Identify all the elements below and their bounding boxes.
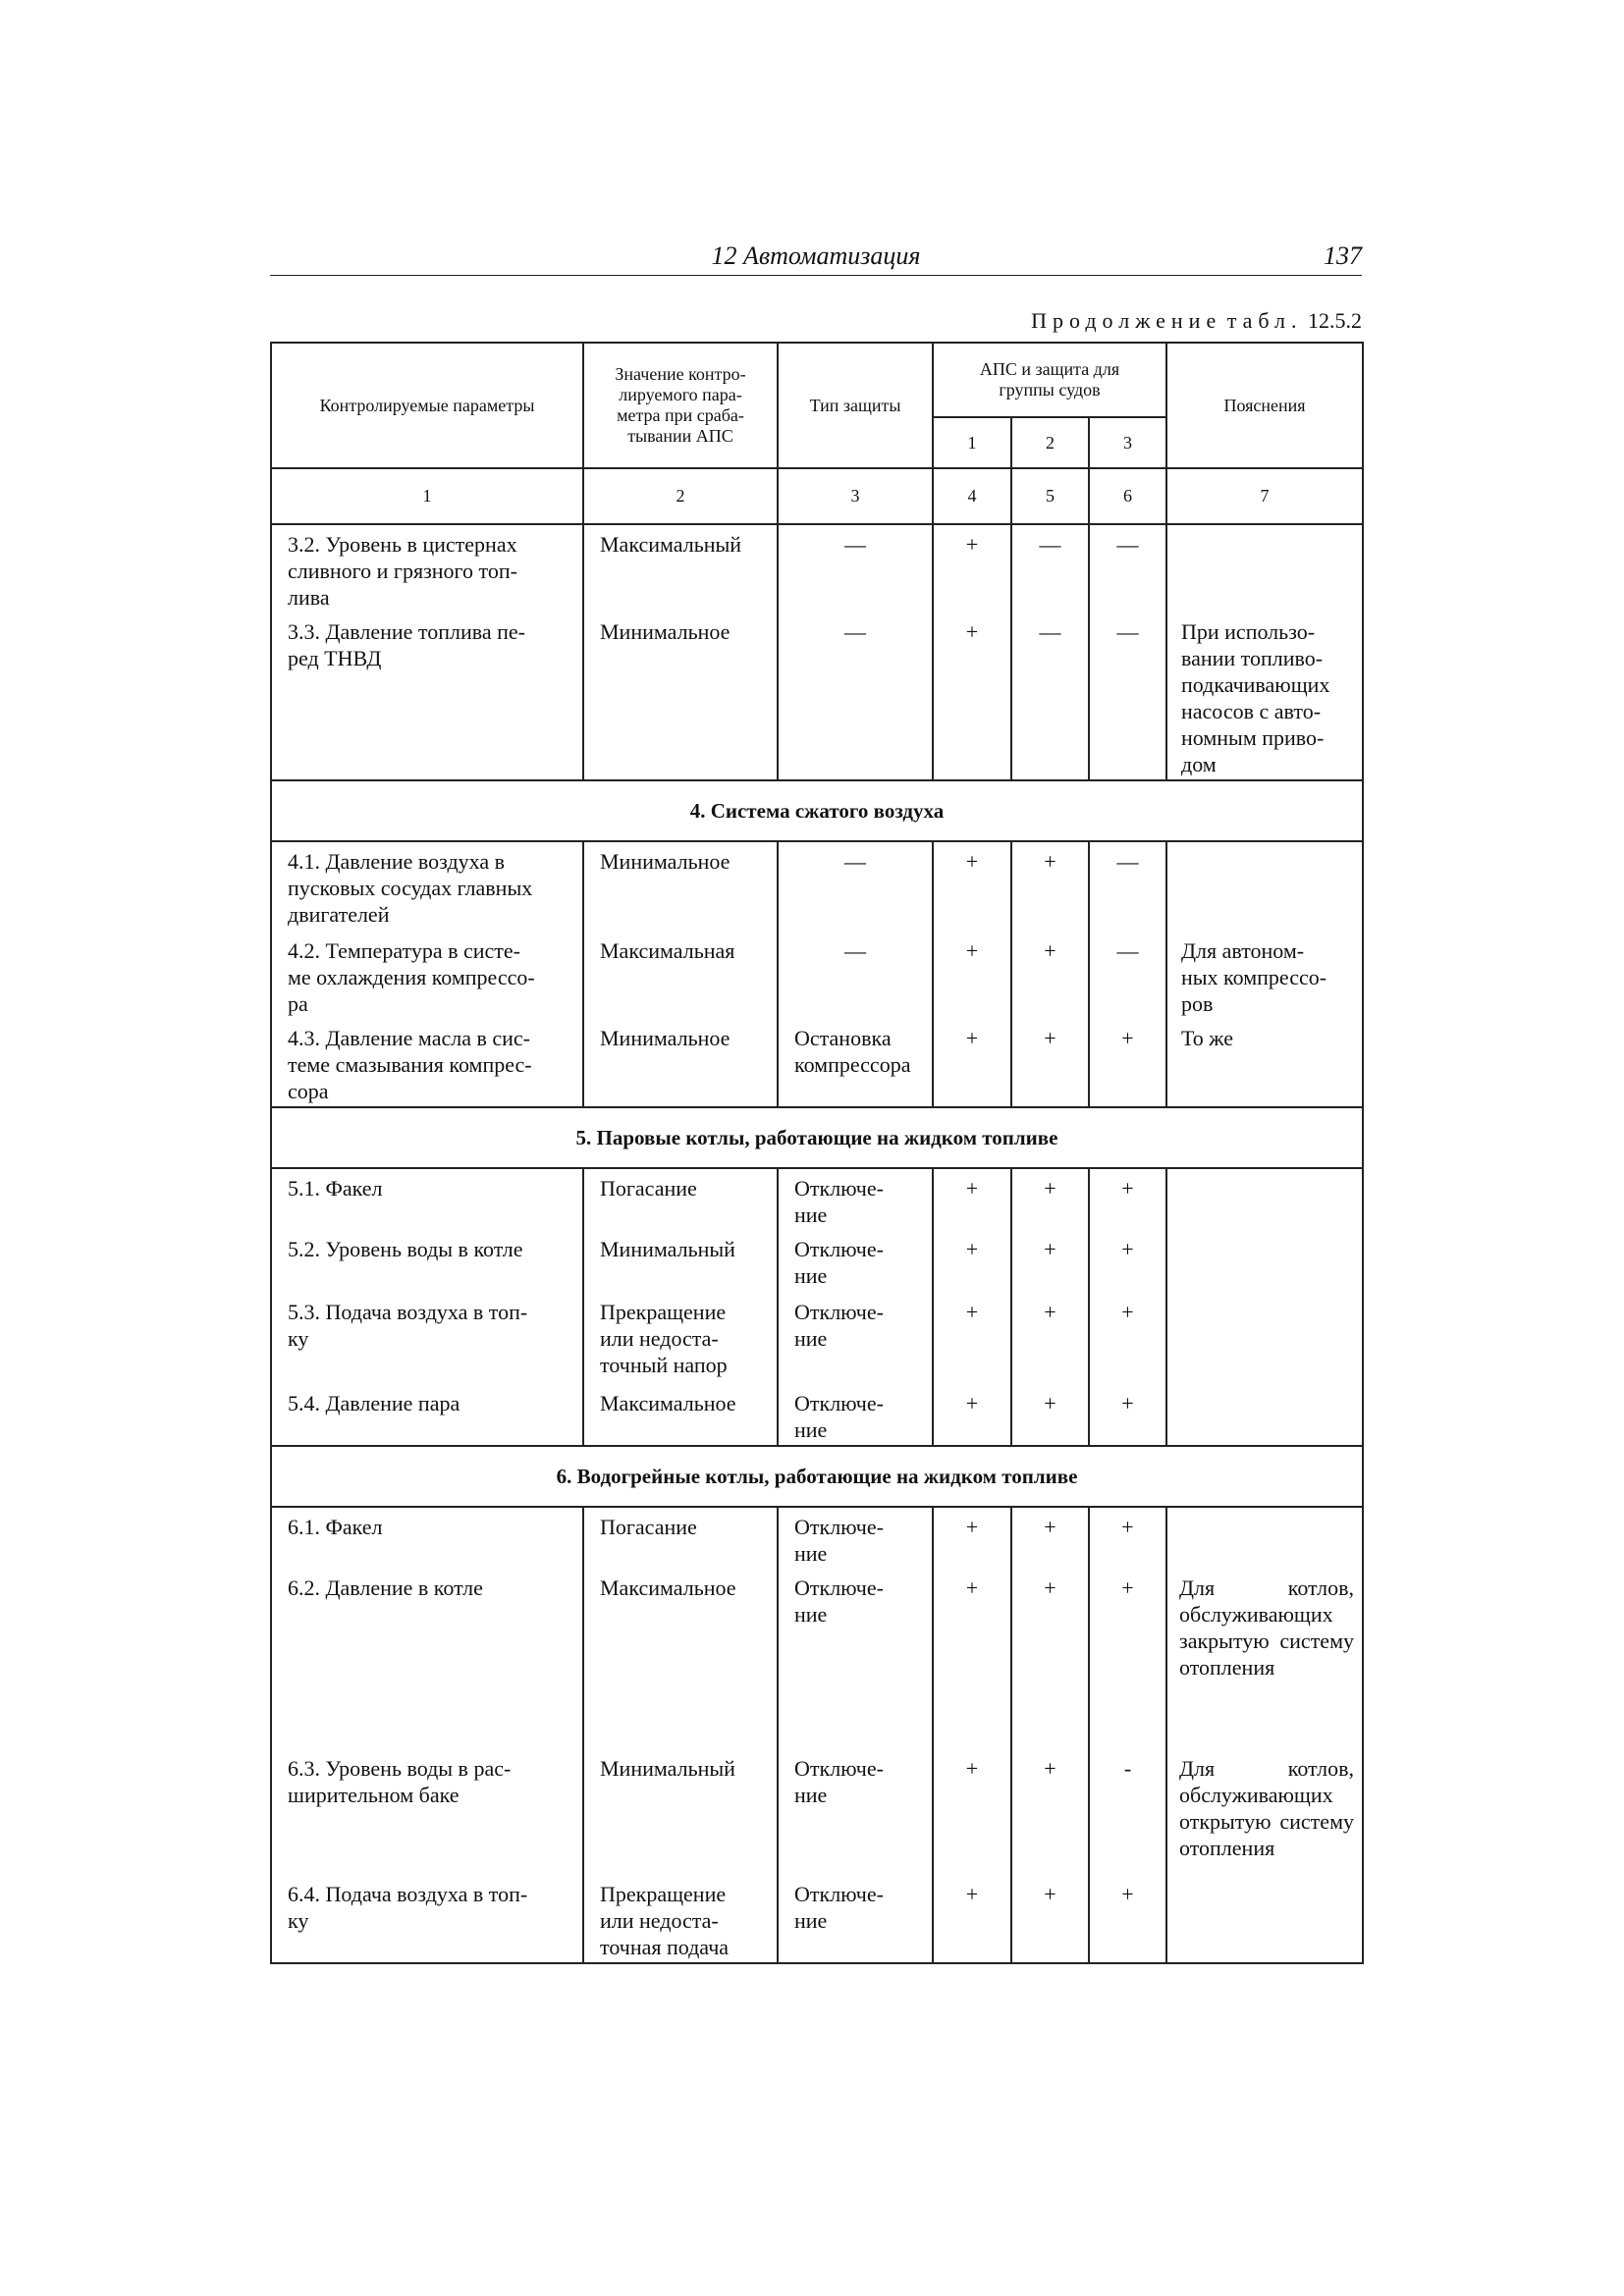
value-line: Максимальный (600, 532, 742, 557)
protection-type-line: Отключе- (794, 1756, 884, 1781)
param-line: сливного и грязного топ- (288, 559, 517, 583)
note-line: При использо- (1181, 619, 1316, 644)
protection-type-cell (778, 1569, 933, 1749)
table-row (271, 1875, 1363, 1963)
value-line: или недоста- (600, 1326, 719, 1351)
note-line: ных компрессо- (1181, 965, 1327, 989)
value-line: Погасание (600, 1515, 697, 1539)
protection-type-cell (778, 932, 933, 1019)
value-line: Прекращение (600, 1300, 727, 1324)
param-line: 4.3. Давление масла в сис- (288, 1026, 530, 1050)
value-line: точная подача (600, 1935, 730, 1959)
protection-type-line: ние (794, 1263, 828, 1288)
note-line: Для котлов, обслуживающих открытую систему отопления (1179, 1756, 1354, 1860)
column-number: 4 (933, 468, 1011, 524)
section-title: 6. Водогрейные котлы, работающие на жидком топливе (271, 1446, 1363, 1507)
column-numbers-row (271, 468, 1363, 524)
header-protection-type: Тип защиты (778, 343, 933, 468)
protection-type-line: — (844, 619, 866, 644)
note-cell (1166, 1749, 1363, 1875)
group-3-mark: + (1089, 1019, 1166, 1107)
protection-type-cell (778, 1230, 933, 1293)
param-line: ширительном баке (288, 1783, 460, 1807)
group-2-mark: + (1011, 1019, 1089, 1107)
protection-type-cell (778, 1293, 933, 1384)
protection-type-line: Отключе- (794, 1237, 884, 1261)
note-cell (1166, 1293, 1363, 1384)
group-2-mark: + (1011, 1168, 1089, 1230)
group-2-mark: + (1011, 1507, 1089, 1569)
note-line: подкачивающих (1181, 672, 1330, 697)
group-3-mark: + (1089, 1875, 1166, 1963)
param-line: 4.1. Давление воздуха в (288, 849, 506, 874)
header-notes: Пояснения (1166, 343, 1363, 468)
group-3-mark: + (1089, 1384, 1166, 1446)
table-continuation-caption (1031, 308, 1362, 334)
param-line: 6.3. Уровень воды в рас- (288, 1756, 512, 1781)
table-row (271, 524, 1363, 613)
table-row (271, 1569, 1363, 1749)
value-line: Минимальное (600, 619, 731, 644)
group-3-mark: + (1089, 1293, 1166, 1384)
note-cell (1166, 841, 1363, 932)
header-aps-line: АПС и защита для (979, 359, 1120, 379)
protection-type-line: компрессора (794, 1052, 911, 1077)
value-cell (583, 1507, 778, 1569)
value-cell (583, 1293, 778, 1384)
param-cell (271, 613, 583, 780)
param-cell (271, 1749, 583, 1875)
param-line: 3.2. Уровень в цистернах (288, 532, 517, 557)
protection-type-cell (778, 1019, 933, 1107)
group-2-mark: + (1011, 1230, 1089, 1293)
param-line: ра (288, 991, 308, 1016)
param-line: 6.2. Давление в котле (288, 1575, 483, 1600)
protection-type-line: ние (794, 1783, 828, 1807)
param-cell (271, 1230, 583, 1293)
value-cell (583, 841, 778, 932)
column-number: 3 (778, 468, 933, 524)
header-params: Контролируемые параметры (271, 343, 583, 468)
value-cell (583, 613, 778, 780)
param-line: теме смазывания компрес- (288, 1052, 532, 1077)
continuation-word: Продолжение (1031, 308, 1222, 333)
param-line: лива (288, 585, 330, 610)
protection-type-line: ние (794, 1202, 828, 1227)
section-title-row (271, 780, 1363, 841)
group-2-mark: + (1011, 932, 1089, 1019)
value-cell (583, 932, 778, 1019)
header-aps-group (933, 343, 1166, 417)
group-2-mark: — (1011, 524, 1089, 613)
group-1-mark: + (933, 524, 1011, 613)
group-3-mark: + (1089, 1569, 1166, 1749)
running-header (270, 241, 1362, 276)
value-cell (583, 1569, 778, 1749)
param-line: 4.2. Температура в систе- (288, 938, 521, 963)
automation-parameters-table (270, 342, 1364, 1964)
table-row (271, 1384, 1363, 1446)
group-2-mark: — (1011, 613, 1089, 780)
table-row (271, 932, 1363, 1019)
note-line: дом (1181, 752, 1217, 776)
value-line: Максимальное (600, 1391, 736, 1415)
group-1-mark: + (933, 1875, 1011, 1963)
protection-type-cell (778, 1875, 933, 1963)
group-3-mark: — (1089, 613, 1166, 780)
param-cell (271, 932, 583, 1019)
continuation-table-number: 12.5.2 (1308, 308, 1362, 333)
value-line: или недоста- (600, 1908, 719, 1933)
protection-type-line: ние (794, 1541, 828, 1566)
section-title: 4. Система сжатого воздуха (271, 780, 1363, 841)
table-row (271, 841, 1363, 932)
page-number: 137 (1324, 241, 1362, 270)
table-row (271, 1019, 1363, 1107)
value-cell (583, 524, 778, 613)
param-cell (271, 1293, 583, 1384)
param-cell (271, 1019, 583, 1107)
group-3-mark: — (1089, 932, 1166, 1019)
protection-type-line: Отключе- (794, 1882, 884, 1906)
param-line: 5.2. Уровень воды в котле (288, 1237, 523, 1261)
param-line: ку (288, 1326, 309, 1351)
group-1-mark: + (933, 1293, 1011, 1384)
param-cell (271, 1168, 583, 1230)
table-row (271, 1230, 1363, 1293)
header-group-3: 3 (1089, 417, 1166, 468)
param-line: 6.1. Факел (288, 1515, 383, 1539)
param-line: сора (288, 1079, 329, 1103)
header-group-1: 1 (933, 417, 1011, 468)
header-value-line: лируемого пара- (619, 385, 742, 404)
param-line: 3.3. Давление топлива пе- (288, 619, 525, 644)
note-cell (1166, 1168, 1363, 1230)
header-group-2: 2 (1011, 417, 1089, 468)
value-line: точный напор (600, 1353, 728, 1377)
note-cell (1166, 1507, 1363, 1569)
note-line: насосов с авто- (1181, 699, 1322, 723)
group-1-mark: + (933, 1569, 1011, 1749)
header-aps-line: группы судов (999, 380, 1101, 400)
param-line: ку (288, 1908, 309, 1933)
column-number: 7 (1166, 468, 1363, 524)
protection-type-line: Отключе- (794, 1575, 884, 1600)
table-row (271, 1507, 1363, 1569)
group-2-mark: + (1011, 1293, 1089, 1384)
group-1-mark: + (933, 1384, 1011, 1446)
header-value-line: тывании АПС (627, 426, 733, 446)
note-line: вании топливо- (1181, 646, 1324, 670)
group-1-mark: + (933, 1230, 1011, 1293)
param-cell (271, 524, 583, 613)
protection-type-cell (778, 1168, 933, 1230)
value-line: Минимальный (600, 1756, 735, 1781)
param-cell (271, 841, 583, 932)
note-cell (1166, 1019, 1363, 1107)
group-1-mark: + (933, 932, 1011, 1019)
value-line: Максимальная (600, 938, 735, 963)
group-1-mark: + (933, 1019, 1011, 1107)
value-cell (583, 1875, 778, 1963)
value-cell (583, 1168, 778, 1230)
note-cell (1166, 1569, 1363, 1749)
value-cell (583, 1384, 778, 1446)
protection-type-line: — (844, 849, 866, 874)
group-3-mark: — (1089, 524, 1166, 613)
group-1-mark: + (933, 841, 1011, 932)
table-row (271, 1293, 1363, 1384)
note-line: Для автоном- (1181, 938, 1305, 963)
value-line: Минимальное (600, 1026, 731, 1050)
protection-type-line: — (844, 938, 866, 963)
group-3-mark: + (1089, 1168, 1166, 1230)
value-line: Прекращение (600, 1882, 727, 1906)
column-number: 1 (271, 468, 583, 524)
group-1-mark: + (933, 1168, 1011, 1230)
continuation-table-word: табл. (1226, 308, 1303, 333)
param-line: 5.4. Давление пара (288, 1391, 460, 1415)
column-number: 6 (1089, 468, 1166, 524)
param-line: 5.3. Подача воздуха в топ- (288, 1300, 528, 1324)
note-cell (1166, 1875, 1363, 1963)
note-line: номным приво- (1181, 725, 1325, 750)
param-line: ме охлаждения компрессо- (288, 965, 535, 989)
header-value (583, 343, 778, 468)
table-row (271, 1749, 1363, 1875)
section-title-row (271, 1107, 1363, 1168)
protection-type-line: Остановка (794, 1026, 892, 1050)
protection-type-line: Отключе- (794, 1515, 884, 1539)
column-number: 5 (1011, 468, 1089, 524)
note-line: Для котлов, обслуживающих закрытую систему отопления (1179, 1575, 1354, 1680)
value-cell (583, 1019, 778, 1107)
header-value-line: Значение контро- (615, 364, 746, 384)
group-2-mark: + (1011, 1749, 1089, 1875)
protection-type-line: — (844, 532, 866, 557)
param-cell (271, 1569, 583, 1749)
group-1-mark: + (933, 1749, 1011, 1875)
protection-type-line: ние (794, 1908, 828, 1933)
group-1-mark: + (933, 613, 1011, 780)
protection-type-cell (778, 613, 933, 780)
note-cell (1166, 1230, 1363, 1293)
protection-type-line: Отключе- (794, 1300, 884, 1324)
group-3-mark: — (1089, 841, 1166, 932)
group-3-mark: + (1089, 1230, 1166, 1293)
param-cell (271, 1875, 583, 1963)
param-cell (271, 1384, 583, 1446)
group-1-mark: + (933, 1507, 1011, 1569)
protection-type-cell (778, 1384, 933, 1446)
column-number: 2 (583, 468, 778, 524)
note-cell (1166, 524, 1363, 613)
value-line: Максимальное (600, 1575, 736, 1600)
param-line: 6.4. Подача воздуха в топ- (288, 1882, 528, 1906)
group-2-mark: + (1011, 1569, 1089, 1749)
section-title: 5. Паровые котлы, работающие на жидком топливе (271, 1107, 1363, 1168)
value-line: Минимальный (600, 1237, 735, 1261)
param-line: пусковых сосудах главных (288, 876, 533, 900)
note-line: То же (1181, 1026, 1233, 1050)
protection-type-line: Отключе- (794, 1176, 884, 1201)
protection-type-line: ние (794, 1417, 828, 1442)
param-line: 5.1. Факел (288, 1176, 383, 1201)
table-row (271, 1168, 1363, 1230)
protection-type-cell (778, 524, 933, 613)
param-cell (271, 1507, 583, 1569)
group-2-mark: + (1011, 1384, 1089, 1446)
value-line: Погасание (600, 1176, 697, 1201)
group-2-mark: + (1011, 841, 1089, 932)
note-cell (1166, 613, 1363, 780)
param-line: двигателей (288, 902, 390, 927)
protection-type-line: Отключе- (794, 1391, 884, 1415)
protection-type-line: ние (794, 1602, 828, 1627)
group-2-mark: + (1011, 1875, 1089, 1963)
value-line: Минимальное (600, 849, 731, 874)
group-3-mark: + (1089, 1507, 1166, 1569)
protection-type-cell (778, 841, 933, 932)
value-cell (583, 1749, 778, 1875)
note-cell (1166, 932, 1363, 1019)
table-row (271, 613, 1363, 780)
header-value-line: метра при сраба- (617, 405, 744, 425)
table-body (271, 468, 1363, 1963)
param-line: ред ТНВД (288, 646, 382, 670)
group-3-mark: - (1089, 1749, 1166, 1875)
protection-type-cell (778, 1507, 933, 1569)
table-header (271, 343, 1363, 468)
section-title-row (271, 1446, 1363, 1507)
note-cell (1166, 1384, 1363, 1446)
protection-type-cell (778, 1749, 933, 1875)
chapter-title: 12 Автоматизация (711, 241, 921, 270)
note-line: ров (1181, 991, 1214, 1016)
value-cell (583, 1230, 778, 1293)
protection-type-line: ние (794, 1326, 828, 1351)
